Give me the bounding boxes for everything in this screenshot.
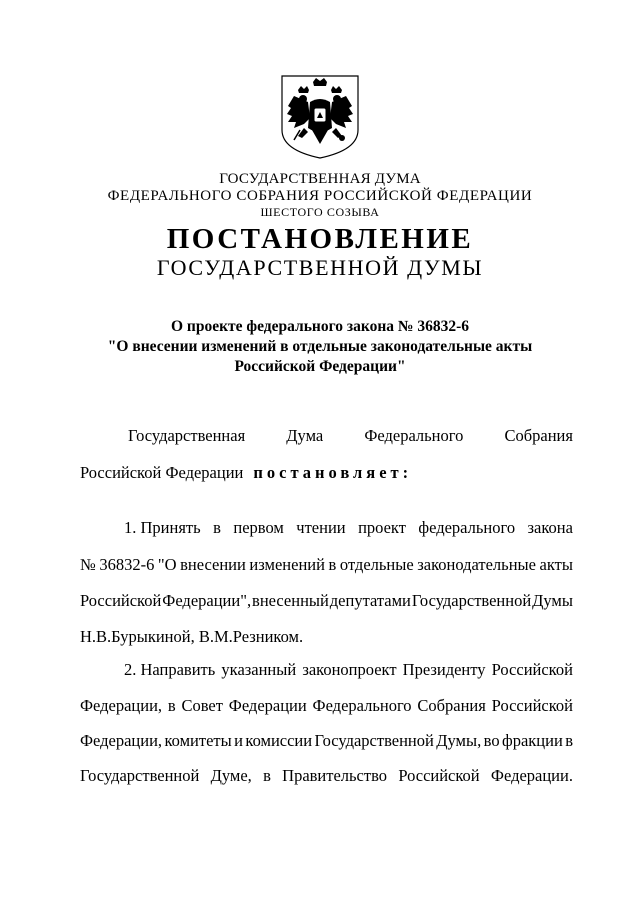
word: Президенту: [402, 660, 486, 679]
word: Государственная: [128, 426, 246, 445]
word: отдельные: [339, 555, 414, 574]
word: фракции: [502, 731, 563, 750]
word: внесении: [180, 555, 246, 574]
word: Думе,: [210, 766, 252, 785]
word: Государственной: [411, 591, 532, 610]
word: "О: [157, 555, 177, 574]
resolves-word: постановляет:: [253, 463, 413, 482]
item1-line-4: Н.В.Бурыкиной, В.М.Резником.: [80, 627, 304, 646]
subject-line-1: О проекте федерального закона № 36832-6: [170, 318, 469, 335]
document-subtitle: ГОСУДАРСТВЕННОЙ ДУМЫ: [156, 255, 484, 280]
word: Федерации,: [80, 731, 163, 750]
word: федерального: [418, 518, 516, 537]
preamble-line-1: [128, 426, 573, 446]
word: внесенный: [252, 591, 329, 610]
item1-line-1: [124, 518, 573, 538]
word: Собрания: [417, 696, 486, 715]
item1-line-2: [80, 555, 573, 575]
word: Государственной: [80, 766, 200, 785]
double-headed-eagle-icon: [274, 72, 366, 160]
word: Правительство: [282, 766, 388, 785]
word: Думы: [532, 591, 573, 610]
word: Федерального: [312, 696, 412, 715]
header-federal-assembly: ФЕДЕРАЛЬНОГО СОБРАНИЯ РОССИЙСКОЙ ФЕДЕРАЦИИ: [107, 188, 533, 204]
word: в: [167, 696, 176, 715]
word: чтении: [296, 518, 346, 537]
word: законодательные: [417, 555, 536, 574]
word: изменений: [249, 555, 325, 574]
word: Федерации: [228, 696, 307, 715]
word: Думы,: [436, 731, 482, 750]
item1-line-3: [80, 591, 573, 611]
word: в: [328, 555, 337, 574]
item2-line-2: [80, 696, 573, 716]
word: проект: [358, 518, 406, 537]
word: Совет: [181, 696, 223, 715]
preamble-text: Российской Федерации: [80, 463, 244, 482]
word: Федерального: [364, 426, 464, 445]
word: 2. Направить: [124, 660, 216, 679]
word: в: [263, 766, 271, 785]
word: Российской: [80, 591, 162, 610]
header-duma: ГОСУДАРСТВЕННАЯ ДУМА: [219, 171, 421, 187]
word: Собрания: [504, 426, 573, 445]
word: во: [483, 731, 500, 750]
preamble-line-2: [80, 463, 412, 483]
word: указанный: [221, 660, 297, 679]
word: 36832-6: [99, 555, 155, 574]
word: закона: [527, 518, 573, 537]
word: №: [80, 555, 96, 574]
coat-of-arms-emblem: [274, 72, 366, 160]
item2-line-1: [124, 660, 573, 680]
word: акты: [539, 555, 573, 574]
word: Российской: [398, 766, 480, 785]
word: и: [234, 731, 243, 750]
word: 1. Принять: [124, 518, 201, 537]
item2-line-3: [80, 731, 573, 751]
word: Государственной: [314, 731, 434, 750]
word: Российской: [491, 660, 573, 679]
word: Федерации.: [490, 766, 573, 785]
word: комитеты: [164, 731, 232, 750]
word: депутатами: [329, 591, 411, 610]
word: в: [565, 731, 573, 750]
subject-line-3: Российской Федерации": [234, 358, 406, 375]
word: Федерации,: [80, 696, 163, 715]
word: Дума: [286, 426, 324, 445]
subject-line-2: "О внесении изменений в отдельные законодательные акты: [107, 338, 533, 355]
header-convocation: ШЕСТОГО СОЗЫВА: [260, 205, 380, 219]
document-title: ПОСТАНОВЛЕНИЕ: [166, 223, 474, 255]
word: законопроект: [302, 660, 397, 679]
word: комиссии: [245, 731, 313, 750]
word: Российской: [491, 696, 573, 715]
word: Федерации",: [162, 591, 252, 610]
item2-line-4: [80, 766, 573, 786]
word: первом: [233, 518, 284, 537]
word: в: [213, 518, 221, 537]
